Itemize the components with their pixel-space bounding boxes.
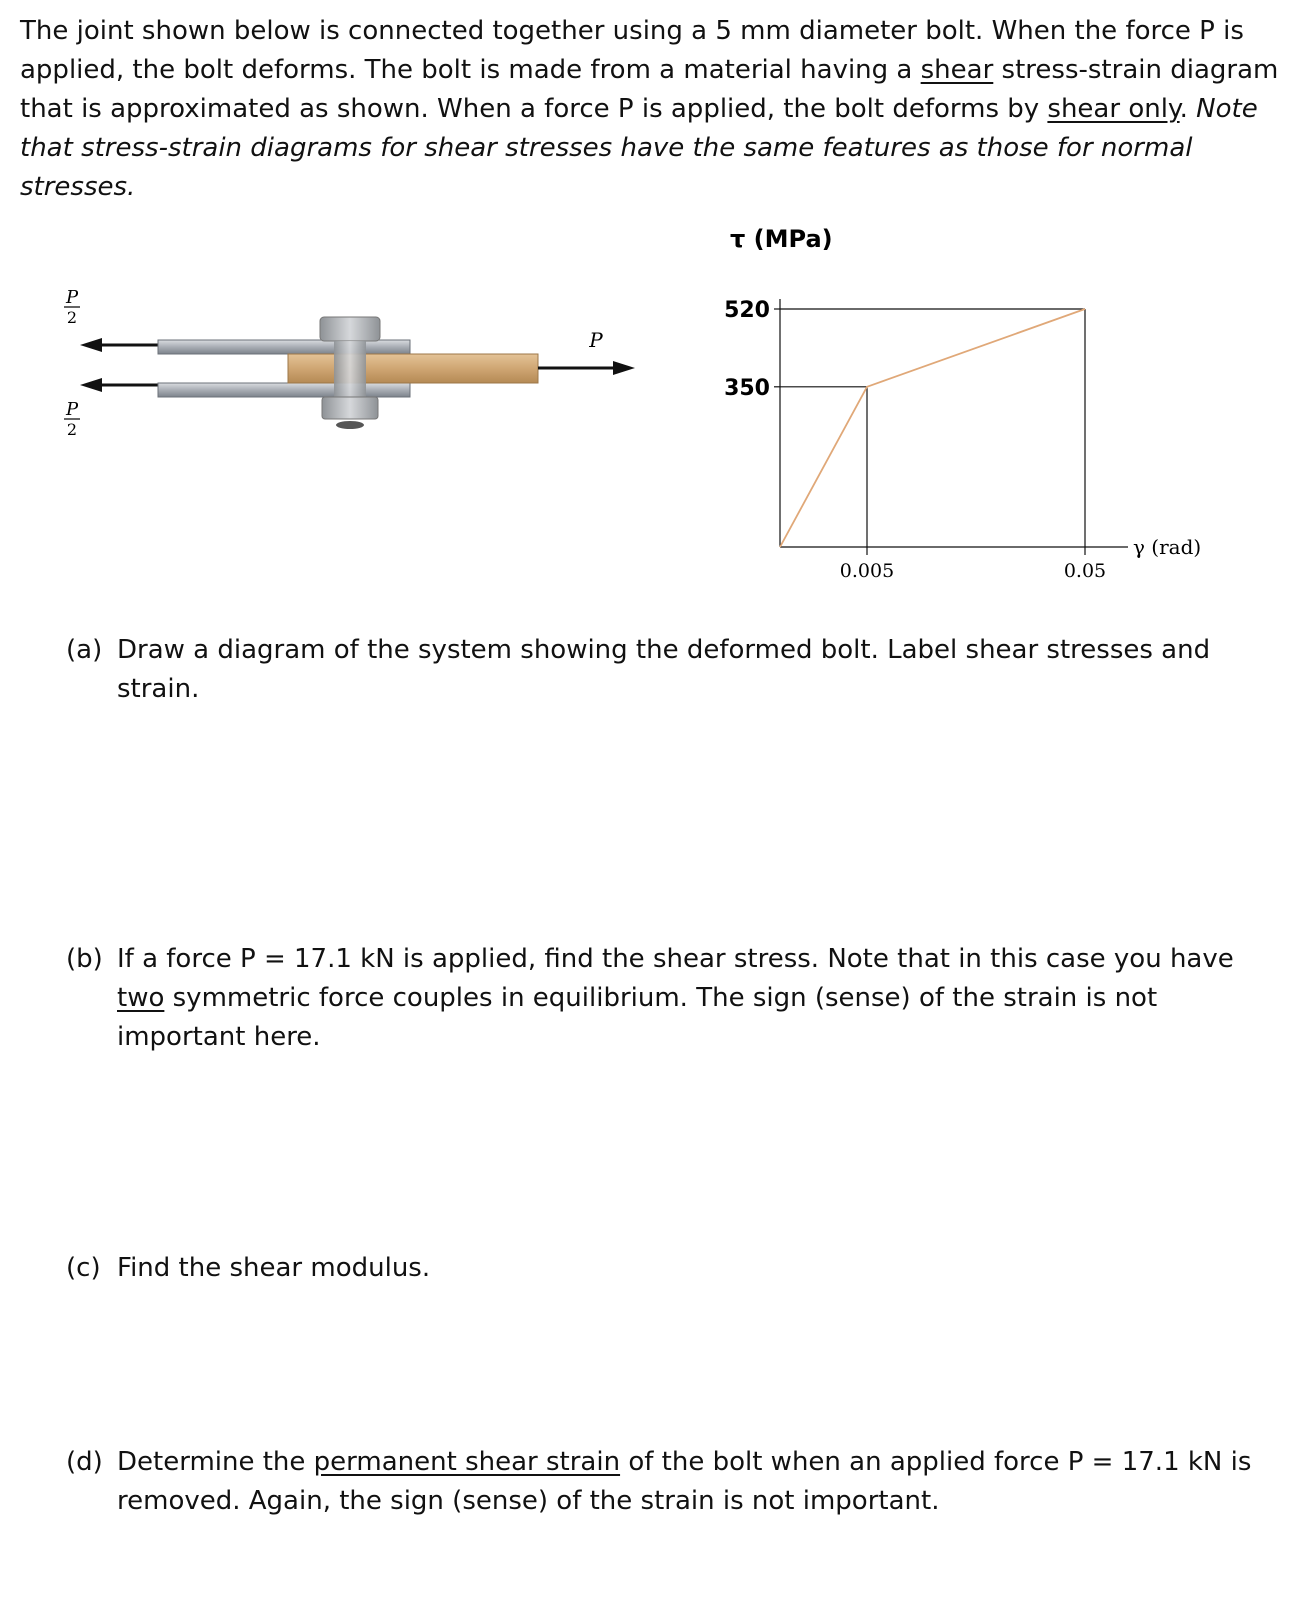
bottom-force-den: 2 [66,420,78,439]
stress-strain-curve [780,309,1085,547]
right-arrow [538,361,635,375]
x-axis-label: γ (rad) [1133,535,1202,559]
question-d-label: (d) [66,1447,103,1477]
top-plate [158,340,410,354]
top-force-den: 2 [66,308,78,327]
x-tick-label: 0.05 [1063,560,1107,582]
question-b-text-1: If a force P = 17.1 kN is applied, find the shear stress. Note that in this case you have [117,944,1234,974]
intro-text-3: . [1179,94,1197,124]
question-b-text-2: symmetric force couples in equilibrium. The sign (sense) of the strain is not important here. [117,983,1158,1052]
intro-text-2: stress-strain diagram that is approximated as shown. When a force P is applied, the bolt deforms by [20,55,1279,124]
question-d-text-1: Determine the [117,1447,314,1477]
question-a-text: Draw a diagram of the system showing the deformed bolt. Label shear stresses and strain. [117,635,1211,704]
stress-strain-chart [700,215,1240,595]
intro-text-1: The joint shown below is connected together using a 5 mm diameter bolt. When the force P is applied, the bolt deforms. The bolt is made from a material having a [20,16,1244,85]
problem-statement [20,12,1285,207]
y-axis-label: τ (MPa) [730,225,833,253]
question-a [66,631,1286,709]
question-c [66,1249,1286,1288]
y-tick-label: 350 [724,375,770,401]
top-left-arrow [80,338,160,352]
bottom-left-arrow [80,378,160,392]
question-d [66,1443,1286,1521]
shear-only-underlined: shear only [1047,94,1180,124]
bottom-force-label [64,399,80,439]
top-force-label [64,287,80,327]
question-b-underlined: two [117,983,165,1013]
question-c-label: (c) [66,1253,101,1283]
right-force-label: P [589,328,603,352]
question-b [66,940,1286,1057]
intro-note: Note that stress-strain diagrams for shear stresses have the same features as those for normal stresses. [20,94,1258,202]
x-tick-label: 0.005 [839,560,895,582]
question-d-underlined: permanent shear strain [313,1447,621,1477]
question-b-label: (b) [66,944,103,974]
joint-figure [30,285,670,465]
shear-underlined: shear [920,55,994,85]
top-force-num: P [65,287,79,308]
bottom-plate [158,383,410,397]
question-c-text: Find the shear modulus. [117,1253,431,1283]
middle-bar [288,354,538,383]
question-d-text-2: of the bolt when an applied force P = 17.1 kN is removed. Again, the sign (sense) of the strain is not important. [117,1447,1252,1516]
question-a-label: (a) [66,635,103,665]
bottom-force-num: P [65,399,79,420]
y-tick-label: 520 [724,298,770,323]
